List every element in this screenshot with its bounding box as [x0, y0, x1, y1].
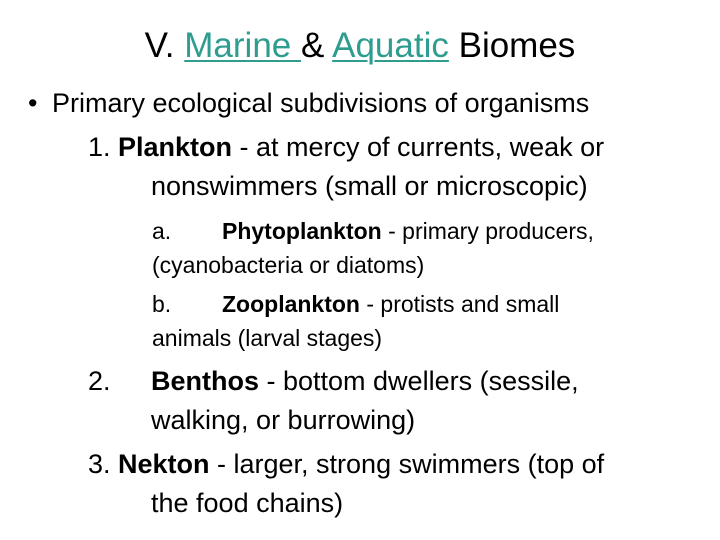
item-3-number: 3. [88, 449, 111, 479]
slide-title [0, 22, 720, 70]
item-2-line2: walking, or burrowing) [151, 405, 416, 435]
item-3-line2: the food chains) [151, 488, 344, 518]
aquatic-link[interactable]: Aquatic [332, 26, 449, 65]
bullet-icon: • [28, 88, 38, 118]
bullet-text: Primary ecological subdivisions of organisms [52, 88, 590, 118]
subitem-a-letter: a. [152, 218, 172, 244]
marine-link[interactable]: Marine [184, 26, 301, 65]
subitem-a-line1 [222, 214, 594, 248]
item-1-term: Plankton [118, 132, 233, 162]
subitem-b-line2: animals (larval stages) [152, 325, 383, 351]
item-1-line1 [118, 130, 604, 164]
title-suffix: Biomes [448, 26, 576, 65]
item-1-number: 1. [88, 132, 111, 162]
item-3-desc: - larger, strong swimmers (top of [209, 449, 605, 479]
title-connector: & [300, 26, 333, 65]
subitem-b-letter: b. [152, 291, 172, 317]
item-3-term: Nekton [118, 449, 210, 479]
subitem-b-line1 [222, 287, 559, 321]
subitem-a-line2: (cyanobacteria or diatoms) [152, 252, 425, 278]
item-2-term: Benthos [151, 366, 259, 396]
subitem-a-term: Phytoplankton [222, 218, 382, 244]
subitem-b-term: Zooplankton [222, 291, 360, 317]
subitem-b-desc: - protists and small [359, 291, 560, 317]
title-prefix: V. [144, 26, 185, 65]
item-3-line1 [118, 447, 604, 481]
item-2-line1 [151, 364, 579, 398]
item-1-desc: - at mercy of currents, weak or [232, 132, 605, 162]
item-2-desc: - bottom dwellers (sessile, [259, 366, 579, 396]
item-1-line2: nonswimmers (small or microscopic) [151, 171, 588, 201]
subitem-a-desc: - primary producers, [381, 218, 594, 244]
item-2-number: 2. [88, 366, 111, 396]
